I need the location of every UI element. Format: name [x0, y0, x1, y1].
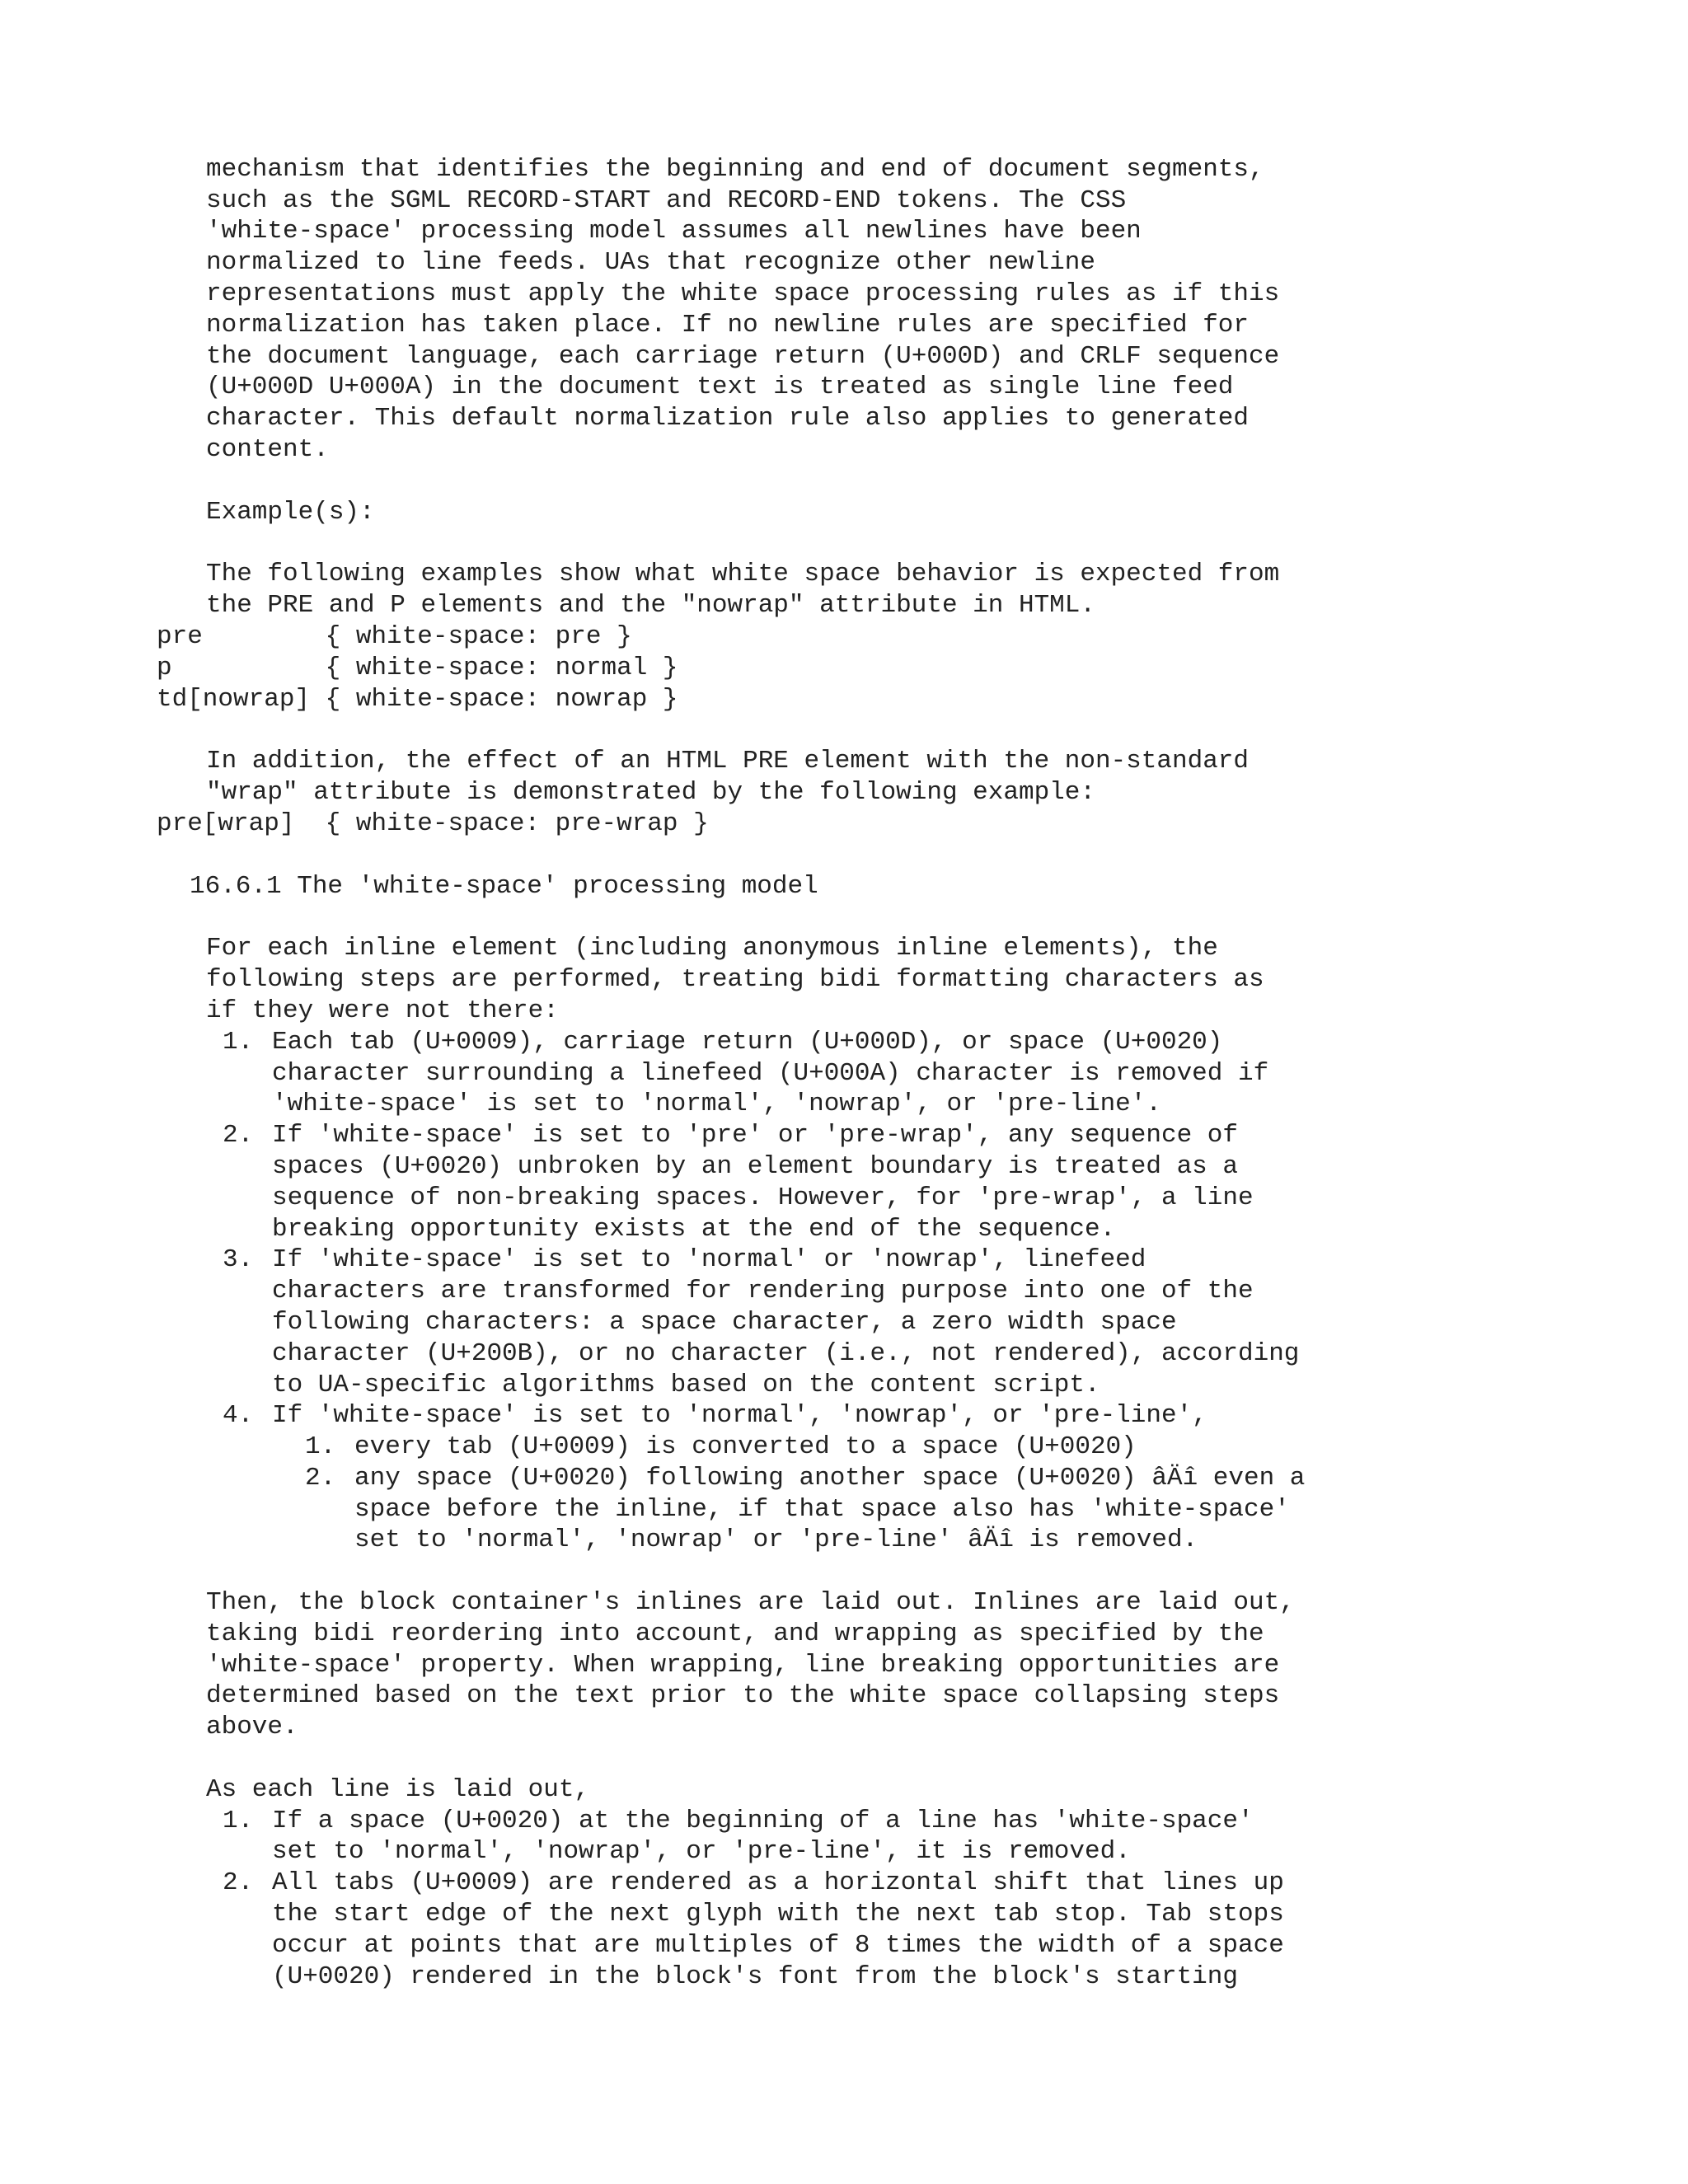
- text-line: Each tab (U+0009), carriage return (U+000D), or space (U+0020): [272, 1028, 1223, 1057]
- list-number: 2.: [223, 1868, 254, 1897]
- text-line: All tabs (U+0009) are rendered as a horizontal shift that lines up: [272, 1868, 1284, 1897]
- section-heading: 16.6.1 The 'white-space' processing model: [190, 872, 818, 901]
- text-line: if they were not there:: [206, 996, 559, 1025]
- text-line: the PRE and P elements and the "nowrap" attribute in HTML.: [206, 591, 1095, 620]
- code-line: p { white-space: normal }: [157, 654, 678, 682]
- text-line: space before the inline, if that space also has 'white-space': [354, 1495, 1290, 1524]
- list-number: 1.: [223, 1807, 254, 1835]
- text-line: If a space (U+0020) at the beginning of a line has 'white-space': [272, 1807, 1254, 1835]
- each-line-paragraph: As each line is laid out,: [206, 1775, 590, 1804]
- text-line: (U+0020) rendered in the block's font from the block's starting: [272, 1962, 1238, 1991]
- text-line: representations must apply the white space processing rules as if this: [206, 279, 1280, 308]
- code-line: pre { white-space: pre }: [157, 622, 632, 651]
- text-line: sequence of non-breaking spaces. However, for 'pre-wrap', a line: [272, 1183, 1254, 1212]
- list-number: 1.: [223, 1028, 254, 1057]
- text-line: content.: [206, 435, 329, 464]
- text-line: (U+000D U+000A) in the document text is treated as single line feed: [206, 373, 1234, 401]
- text-line: 'white-space' property. When wrapping, line breaking opportunities are: [206, 1651, 1280, 1680]
- text-line: breaking opportunity exists at the end of the sequence.: [272, 1215, 1116, 1244]
- text-line: to UA-specific algorithms based on the content script.: [272, 1371, 1100, 1399]
- code-line: td[nowrap] { white-space: nowrap }: [157, 685, 678, 714]
- text-line: mechanism that identifies the beginning and end of document segments,: [206, 155, 1264, 184]
- text-line: the start edge of the next glyph with the next tab stop. Tab stops: [272, 1900, 1284, 1929]
- text-line: above.: [206, 1713, 298, 1741]
- list-number: 3.: [223, 1245, 254, 1274]
- text-line: characters are transformed for rendering purpose into one of the: [272, 1277, 1254, 1305]
- text-line: such as the SGML RECORD-START and RECORD-END tokens. The CSS: [206, 186, 1127, 215]
- text-line: the document language, each carriage return (U+000D) and CRLF sequence: [206, 342, 1280, 371]
- text-line: set to 'normal', 'nowrap', or 'pre-line', it is removed.: [272, 1837, 1131, 1866]
- text-line: following steps are performed, treating bidi formatting characters as: [206, 965, 1264, 994]
- list-number: 1.: [305, 1432, 336, 1461]
- list-number: 2.: [223, 1121, 254, 1150]
- text-line: 'white-space' is set to 'normal', 'nowrap', or 'pre-line'.: [272, 1090, 1161, 1118]
- text-line: In addition, the effect of an HTML PRE element with the non-standard: [206, 747, 1250, 776]
- text-line: any space (U+0020) following another space (U+0020) âÄî even a: [354, 1464, 1306, 1493]
- text-line: character (U+200B), or no character (i.e., not rendered), according: [272, 1339, 1300, 1368]
- text-line: every tab (U+0009) is converted to a space (U+0020): [354, 1432, 1137, 1461]
- text-line: The following examples show what white space behavior is expected from: [206, 560, 1280, 588]
- text-line: For each inline element (including anonymous inline elements), the: [206, 934, 1218, 963]
- text-line: determined based on the text prior to the white space collapsing steps: [206, 1681, 1280, 1710]
- text-line: normalization has taken place. If no newline rules are specified for: [206, 311, 1250, 340]
- text-line: following characters: a space character, a zero width space: [272, 1308, 1177, 1337]
- example-heading: Example(s):: [206, 498, 375, 527]
- text-line: If 'white-space' is set to 'pre' or 'pre-wrap', any sequence of: [272, 1121, 1238, 1150]
- text-line: Then, the block container's inlines are laid out. Inlines are laid out,: [206, 1588, 1295, 1617]
- list-number: 2.: [305, 1464, 336, 1493]
- text-line: If 'white-space' is set to 'normal', 'nowrap', or 'pre-line',: [272, 1401, 1207, 1430]
- text-line: "wrap" attribute is demonstrated by the following example:: [206, 778, 1095, 807]
- text-line: taking bidi reordering into account, and wrapping as specified by the: [206, 1619, 1264, 1648]
- text-line: If 'white-space' is set to 'normal' or 'nowrap', linefeed: [272, 1245, 1146, 1274]
- text-line: occur at points that are multiples of 8 times the width of a space: [272, 1931, 1284, 1960]
- code-line: pre[wrap] { white-space: pre-wrap }: [157, 809, 709, 838]
- text-line: character surrounding a linefeed (U+000A) character is removed if: [272, 1059, 1269, 1088]
- text-line: set to 'normal', 'nowrap' or 'pre-line' âÄî is removed.: [354, 1526, 1198, 1554]
- list-number: 4.: [223, 1401, 254, 1430]
- text-line: character. This default normalization rule also applies to generated: [206, 404, 1250, 433]
- text-line: normalized to line feeds. UAs that recognize other newline: [206, 248, 1095, 277]
- text-line: spaces (U+0020) unbroken by an element boundary is treated as a: [272, 1152, 1238, 1181]
- text-line: 'white-space' processing model assumes all newlines have been: [206, 217, 1142, 246]
